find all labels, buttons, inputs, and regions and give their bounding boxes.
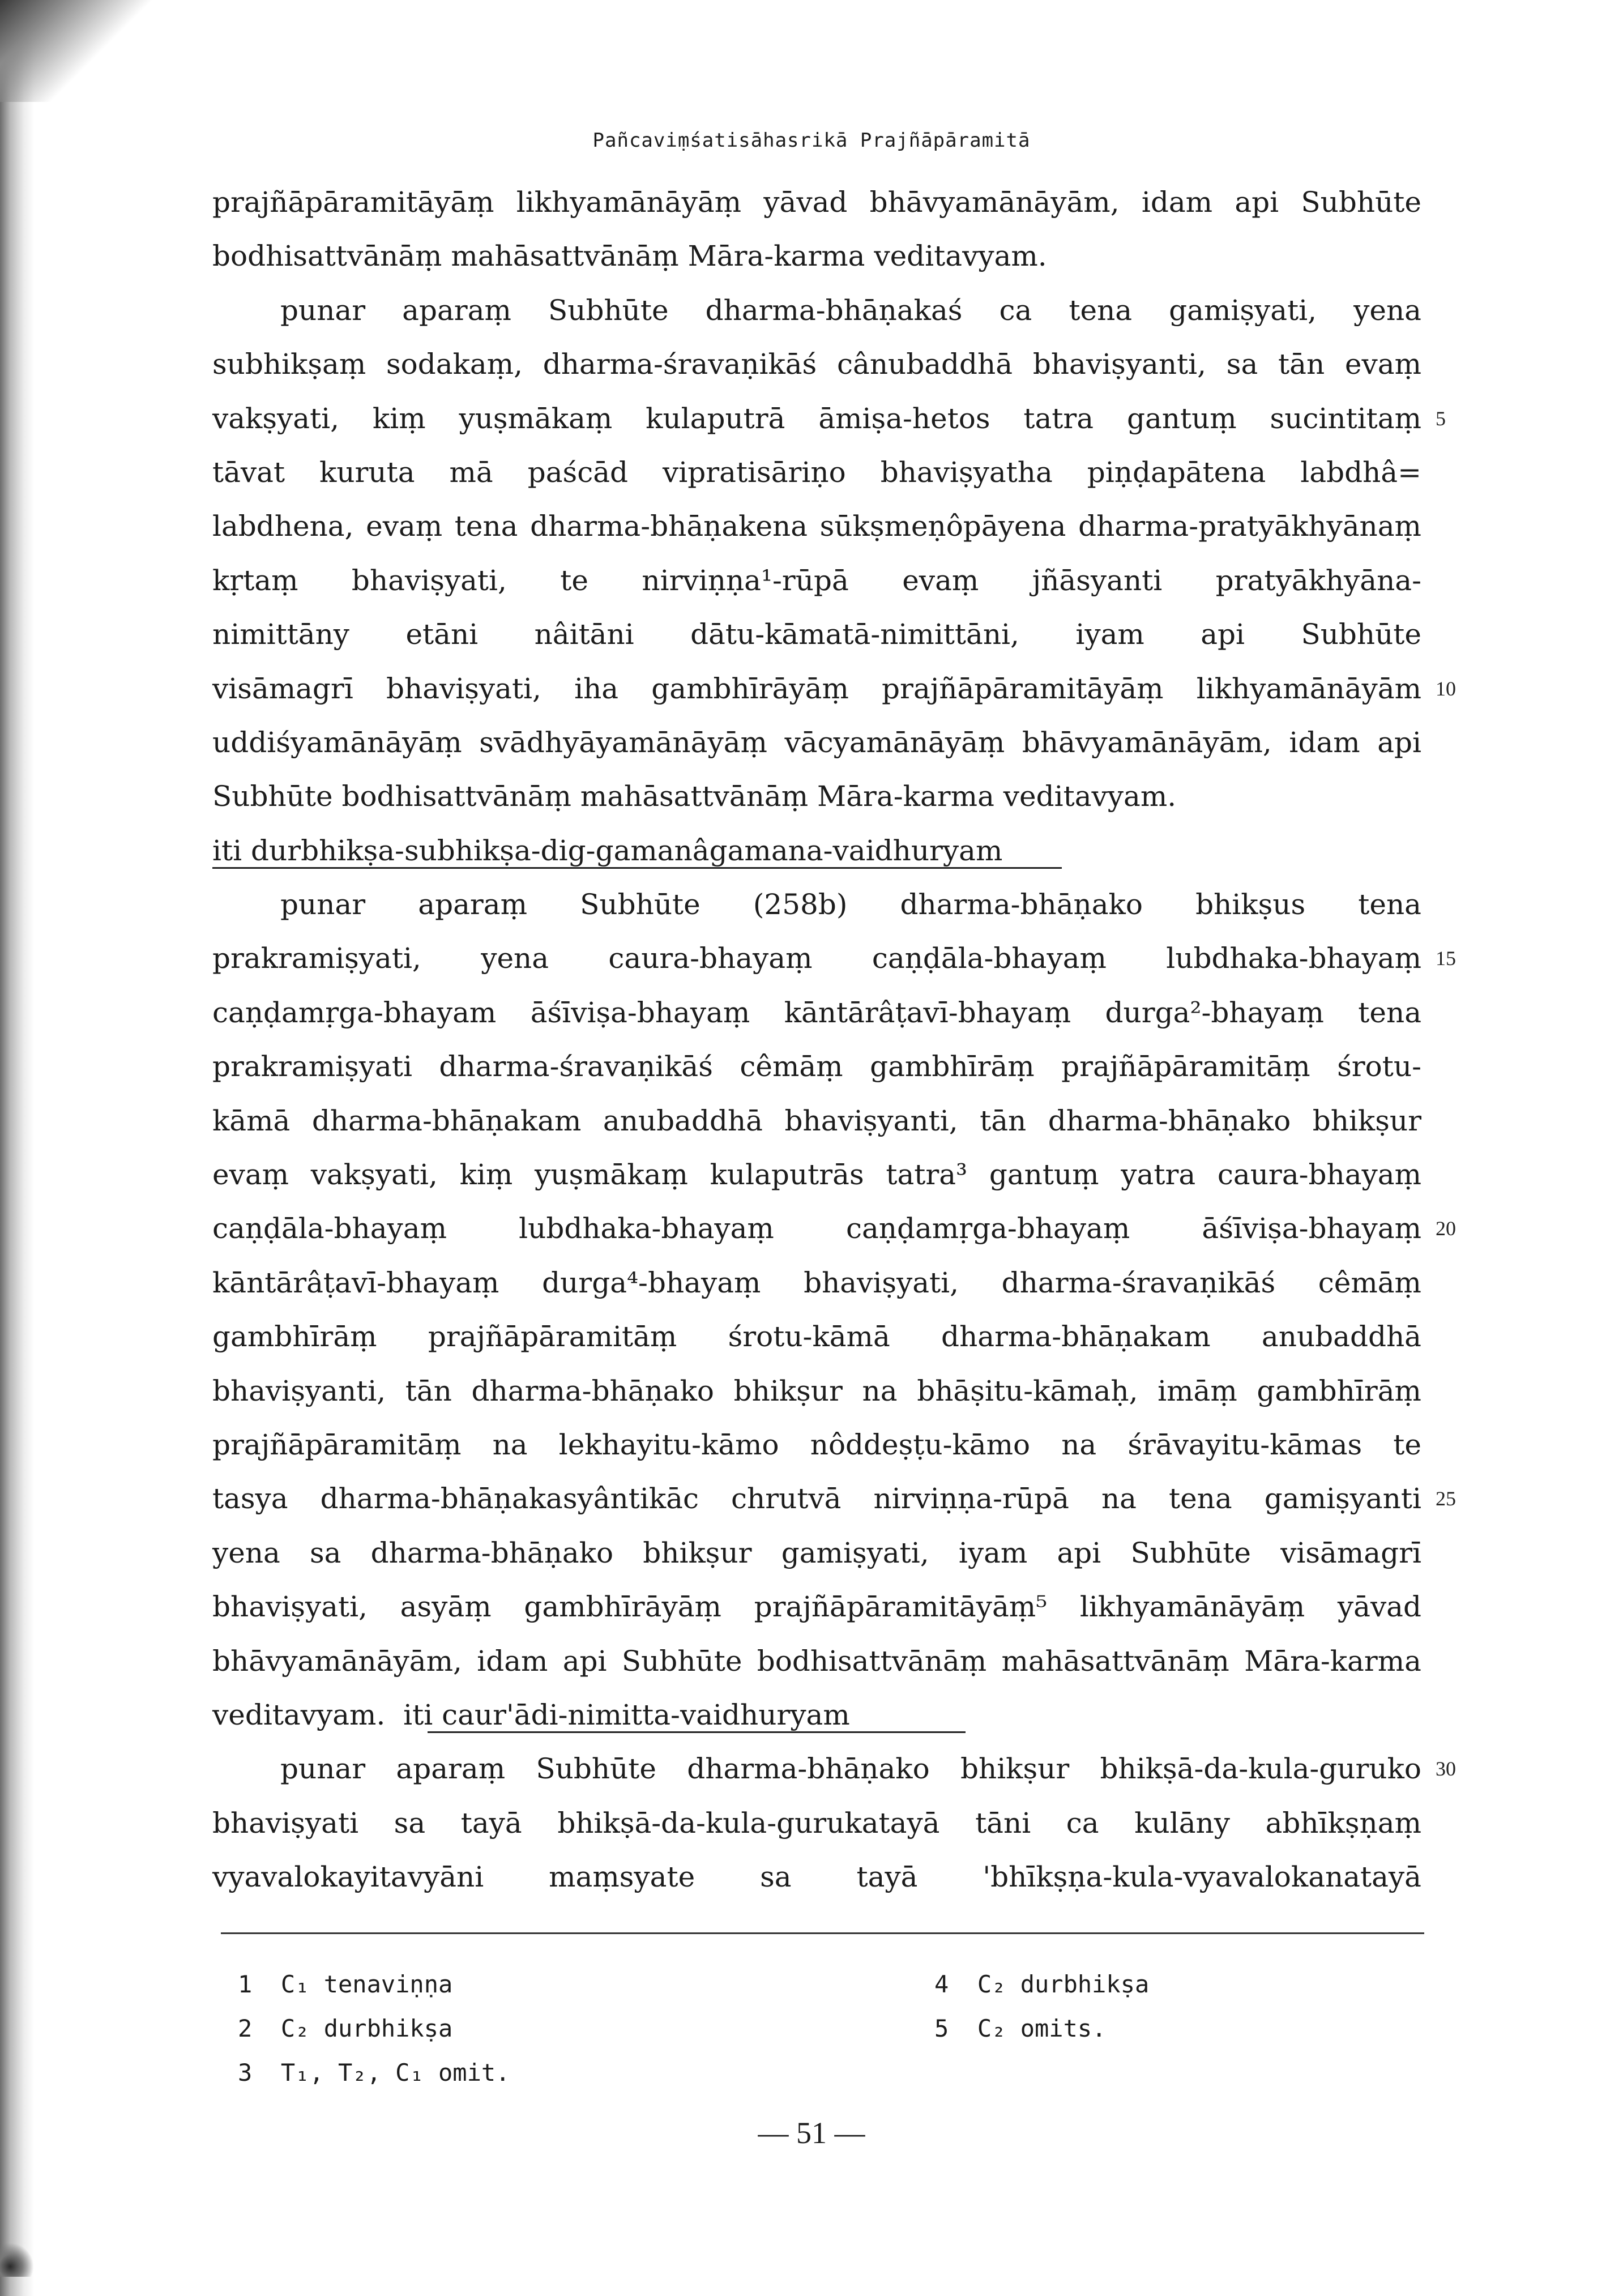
- text-line: [212, 392, 1446, 446]
- line-number: 20: [1436, 1217, 1456, 1240]
- text-line: [212, 1580, 1421, 1634]
- text-line-content: visāmagrī bhaviṣyati, iha gambhīrāyāṃ prajñāpāramitāyāṃ likhyamānāyām: [212, 672, 1421, 705]
- footnotes-left-column: [238, 1962, 510, 2095]
- text-line-content: Subhūte bodhisattvānāṃ mahāsattvānāṃ Māra-karma veditavyam.: [212, 780, 1177, 813]
- text-line-content: prakramiṣyati dharma-śravaṇikāś cêmāṃ gambhīrāṃ prajñāpāramitāṃ śrotu-: [212, 1050, 1421, 1083]
- text-line: [212, 1688, 1421, 1742]
- text-line: [212, 446, 1421, 500]
- text-line: [212, 770, 1421, 823]
- footnotes-right-column: [934, 1962, 1149, 2051]
- text-line-content: uddiśyamānāyāṃ svādhyāyamānāyāṃ vācyamānāyāṃ bhāvyamānāyām, idam api: [212, 725, 1421, 759]
- text-line: [212, 1148, 1421, 1202]
- footnote: 5 C₂ omits.: [934, 2015, 1107, 2042]
- line-number: 30: [1436, 1757, 1456, 1781]
- text-line-content: iti durbhikṣa-subhikṣa-dig-gamanâgamana-vaidhuryam: [212, 834, 1003, 867]
- text-line-content: vakṣyati, kiṃ yuṣmākaṃ kulaputrā āmiṣa-hetos tatra gantuṃ sucintitaṃ: [212, 402, 1421, 435]
- text-line: [212, 1634, 1421, 1688]
- text-line-content: tāvat kuruta mā paścād vipratisāriṇo bhaviṣyatha piṇḍapātena labdhâ=: [212, 455, 1421, 489]
- body-text: [212, 176, 1456, 1905]
- text-line: [212, 1526, 1421, 1580]
- text-line-content: prajñāpāramitāṃ na lekhayitu-kāmo nôddeṣṭu-kāmo na śrāvayitu-kāmas te: [212, 1428, 1421, 1461]
- text-line-content: punar aparaṃ Subhūte (258b) dharma-bhāṇako bhikṣus tena: [280, 888, 1421, 921]
- text-line: [212, 1256, 1421, 1310]
- text-line-content: kṛtaṃ bhaviṣyati, te nirviṇṇa¹-rūpā evaṃ jñāsyanti pratyākhyāna-: [212, 564, 1421, 597]
- running-head: Pañcaviṃśatisāhasrikā Prajñāpāramitā: [592, 129, 1031, 152]
- text-line-content: caṇḍāla-bhayaṃ lubdhaka-bhayaṃ caṇḍamṛga-bhayaṃ āśīviṣa-bhayaṃ: [212, 1212, 1421, 1245]
- text-line: [212, 1310, 1421, 1364]
- text-line: [212, 1364, 1421, 1418]
- text-line-content: bhaviṣyanti, tān dharma-bhāṇako bhikṣur na bhāṣitu-kāmaḥ, imāṃ gambhīrāṃ: [212, 1374, 1421, 1407]
- line-number: 15: [1436, 947, 1456, 970]
- scan-shadow-corner: [0, 0, 153, 102]
- text-line-content: prajñāpāramitāyāṃ likhyamānāyāṃ yāvad bhāvyamānāyām, idam api Subhūte: [212, 186, 1421, 219]
- text-line: [212, 1202, 1456, 1256]
- text-line-content: evaṃ vakṣyati, kiṃ yuṣmākaṃ kulaputrās tatra³ gantuṃ yatra caura-bhayaṃ: [212, 1158, 1422, 1192]
- text-line-content: gambhīrāṃ prajñāpāramitāṃ śrotu-kāmā dharma-bhāṇakam anubaddhā: [212, 1320, 1421, 1354]
- text-line-content: labdhena, evaṃ tena dharma-bhāṇakena sūkṣmeṇôpāyena dharma-pratyākhyānaṃ: [212, 510, 1421, 543]
- text-line-content: veditavyam. iti caur'ādi-nimitta-vaidhuryam: [212, 1698, 850, 1731]
- footnote: 1 C₁ tenaviṇṇa: [238, 1970, 453, 1998]
- text-line: [212, 1742, 1456, 1796]
- text-line: [212, 716, 1421, 770]
- line-number: 10: [1436, 677, 1456, 700]
- scan-shadow-edge: [0, 0, 34, 2296]
- text-line: [212, 1094, 1421, 1148]
- text-line-content: punar aparaṃ Subhūte dharma-bhāṇako bhikṣur bhikṣā-da-kula-guruko: [280, 1752, 1421, 1786]
- section-underline: [428, 1731, 966, 1733]
- text-line: [212, 824, 1421, 878]
- text-line: [212, 608, 1421, 662]
- text-line: [212, 1472, 1456, 1526]
- text-line-content: bhaviṣyati sa tayā bhikṣā-da-kula-gurukatayā tāni ca kulāny abhīkṣṇaṃ: [212, 1806, 1421, 1840]
- text-line-content: vyavalokayitavyāni maṃsyate sa tayā 'bhīkṣṇa-kula-vyavalokanatayā: [212, 1860, 1421, 1894]
- text-line-content: bodhisattvānāṃ mahāsattvānāṃ Māra-karma veditavyam.: [212, 240, 1047, 273]
- text-line: [212, 986, 1421, 1040]
- text-line: [212, 284, 1421, 338]
- text-line-content: punar aparaṃ Subhūte dharma-bhāṇakaś ca tena gamiṣyati, yena: [280, 293, 1421, 327]
- section-underline: [212, 867, 1062, 869]
- text-line: [212, 1796, 1421, 1850]
- footnote: 2 C₂ durbhikṣa: [238, 2015, 453, 2042]
- text-line: [212, 554, 1421, 608]
- text-line-content: subhikṣaṃ sodakaṃ, dharma-śravaṇikāś cânubaddhā bhaviṣyanti, sa tān evaṃ: [212, 348, 1421, 381]
- text-line: [212, 176, 1421, 229]
- text-line-content: bhāvyamānāyām, idam api Subhūte bodhisattvānāṃ mahāsattvānāṃ Māra-karma: [212, 1644, 1421, 1678]
- line-number: 5: [1436, 407, 1446, 430]
- text-line: [212, 1418, 1421, 1472]
- text-line: [212, 500, 1421, 553]
- text-line-content: bhaviṣyati, asyāṃ gambhīrāyāṃ prajñāpāramitāyāṃ⁵ likhyamānāyāṃ yāvad: [212, 1590, 1422, 1624]
- text-line: [212, 1040, 1421, 1094]
- text-line-content: yena sa dharma-bhāṇako bhikṣur gamiṣyati, iyam api Subhūte visāmagrī: [212, 1536, 1421, 1569]
- text-line: [212, 932, 1456, 985]
- text-line: [212, 662, 1456, 716]
- text-line: [212, 338, 1421, 391]
- text-line-content: nimittāny etāni nâitāni dātu-kāmatā-nimittāni, iyam api Subhūte: [212, 618, 1421, 651]
- footnote: 4 C₂ durbhikṣa: [934, 1970, 1150, 1998]
- text-line-content: kāmā dharma-bhāṇakam anubaddhā bhaviṣyanti, tān dharma-bhāṇako bhikṣur: [212, 1104, 1421, 1137]
- footnote: 3 T₁, T₂, C₁ omit.: [238, 2059, 510, 2086]
- text-line: [212, 878, 1421, 932]
- text-line-content: caṇḍamṛga-bhayam āśīviṣa-bhayaṃ kāntārâṭavī-bhayaṃ durga²-bhayaṃ tena: [212, 996, 1421, 1029]
- line-number: 25: [1436, 1487, 1456, 1510]
- text-line: [212, 229, 1421, 283]
- page-number: — 51 —: [758, 2116, 865, 2150]
- text-line-content: tasya dharma-bhāṇakasyântikāc chrutvā nirviṇṇa-rūpā na tena gamiṣyanti: [212, 1482, 1421, 1516]
- scan-mark: [0, 2243, 34, 2277]
- text-line-content: kāntārâṭavī-bhayaṃ durga⁴-bhayaṃ bhaviṣyati, dharma-śravaṇikāś cêmāṃ: [212, 1266, 1421, 1299]
- text-line: [212, 1850, 1421, 1904]
- footnote-rule: [221, 1932, 1424, 1934]
- text-line-content: prakramiṣyati, yena caura-bhayaṃ caṇḍāla-bhayaṃ lubdhaka-bhayaṃ: [212, 942, 1421, 975]
